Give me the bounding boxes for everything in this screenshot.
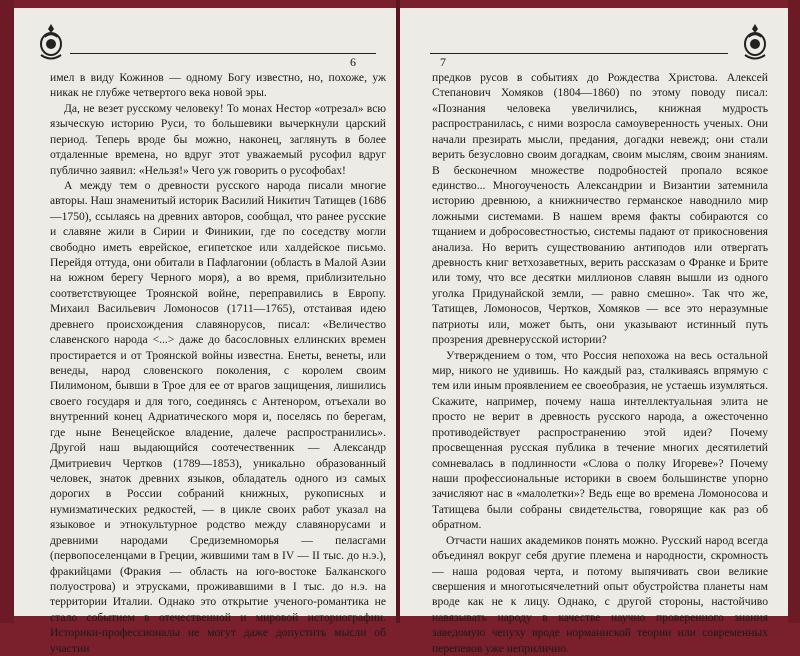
- header-rule: [70, 53, 376, 54]
- paragraph: имел в виду Кожинов — одному Богу известно, но, похоже, уж никак не глубже четвертого века новой эры.: [50, 71, 386, 100]
- paragraph: Утверждением о том, что Россия непохожа на весь остальной мир, никого не удивишь. Но каждый раз, сталкиваясь впрямую с тем или иным проявлением ее своеобразия, не устаешь изумляться. Скажите, например, почему наша интеллектуальная элита не просто не верит в древность русского народа, а ожесточенно противодействует распространению этой идеи? Почему просвещенная русская публика в течение многих десятилетий сомневалась в подлинности «Слова о полку Игореве»? Почему наши профессиональные историки в своем большинстве упорно зачисляют нас в «малолетки»? Ведь еще во времена Ломоносова и Татищева были собраны свидетельства, говорящие как раз об обратном.: [432, 348, 768, 532]
- ornament-icon: [742, 22, 768, 62]
- right-page: [400, 8, 788, 655]
- page-body: [432, 70, 768, 656]
- page-number: 6: [350, 55, 356, 69]
- header-rule: [430, 53, 728, 54]
- paragraph: А между тем о древности русского народа писали многие авторы. Наш знаменитый историк Василий Никитич Татищев (1686—1750), ссылаясь на древних авторов, сообщал, что ранее русские и славяне жили в Сирии и Финикии, где по соседству могли свободно иметь еврейское, египетское или халдейское письмо. Перейдя оттуда, они обитали в Пафлагонии (область в Малой Азии на южном берегу Черного моря), а во время, приблизительно соответствующее Троянской войне, переправились в Европу. Михаил Васильевич Ломоносов (1711—1765), отстаивая идею древнего происхождения славянорусов, писал: «Величество славенского народа <...> даже до басословных еллинских времен простирается и от Троянской войны известна. Енеты, венеты, или венеды, народ словенского поколения, с королем своим Пилимоном, бывши в Трое для ее от врагов защищения, лишились своего государя и для того, соединясь с Антенором, отъехали во внутренний конец Адриатического моря и, поселясь по берегам, где ныне Венецейское владение, далече распространились». Другой наш выдающийся соотечественник — Александр Дмитриевич Чертков (1789—1853), уникально образованный человек, знаток древних языков, обладатель одного из самых дорогих в России собраний книжных, рукописных и нумизматических редкостей, — в цикле своих работ указал на языковое и этнокультурное родство между славянорусами и древними народами Средиземноморья — пеласгами (первопоселенцами в Греции, жившими там в IV — II тыс. до н.э.), фракийцами (Фракия — область на юго-востоке Балканского полуострова) и этрусками, проживавшими в I тыс. до н.э. на территории Италии. Однако это открытие ученого-романтика не стало событием в отечественной и мировой историографии. Историки-профессионалы не могут даже допустить мысли об участии: [50, 178, 386, 655]
- paragraph: предков русов в событиях до Рождества Христова. Алексей Степанович Хомяков (1804—1860) по этому поводу писал: «Познания человека увеличились, книжная мудрость распространилась, с ними возросла самоуверенность ученых. Они начали презирать мысли, предания, догадки невежд; они стали верить безусловно своим догадкам, своим мыслям, своим знаниям. В бесконечном множестве подробностей пропало всякое единство... Многоученость Александрии и Византии затемнила историю древнюю, а книжничество германское наводнило мир ложными системами. В нашем время факты собираются со тщанием и добросовестностью, системы падают от прикосновения анализа. Но верить существованию антиподов или отвергать древность книг ветхозаветных, верить рассказам о Франке и Брите или тому, что все десятки миллионов славян вышли из одного уголка Придунайской земли, — равно смешно». Так что же, Татищев, Ломоносов, Чертков, Хомяков — все это неразумные патриоты или, может быть, они указывают истинный путь прозрения древнерусской истории?: [432, 71, 768, 347]
- cover-edge-right: [788, 0, 800, 623]
- cover-edge-left: [0, 0, 14, 623]
- page-number: 7: [440, 55, 446, 69]
- paragraph: Отчасти наших академиков понять можно. Русский народ всегда объединял вокруг себя другие племена и народности, скромность — наша родовая черта, и потому выпячивать свои великие свершения и многотысячелетний опыт обустройства планеты нам вроде как не к лицу. Однако, с другой стороны, настойчиво навязывать народу в качестве научно проверенного знания заведомую чепуху вроде норманнской теории или современных перепевов уже неприлично.: [432, 533, 768, 655]
- ornament-icon: [38, 22, 64, 62]
- paragraph: Да, не везет русскому человеку! То монах Нестор «отрезал» всю языческую историю Руси, то большевики вычеркнули царский период. Теперь вроде бы можно, наконец, заглянуть в более отдаленные времена, но вдруг этот уважаемый русофил вдруг публично заявил: «Нельзя!» Чего уж говорить о русофобах!: [50, 101, 386, 177]
- page-body: [50, 70, 386, 656]
- left-page: [14, 8, 396, 655]
